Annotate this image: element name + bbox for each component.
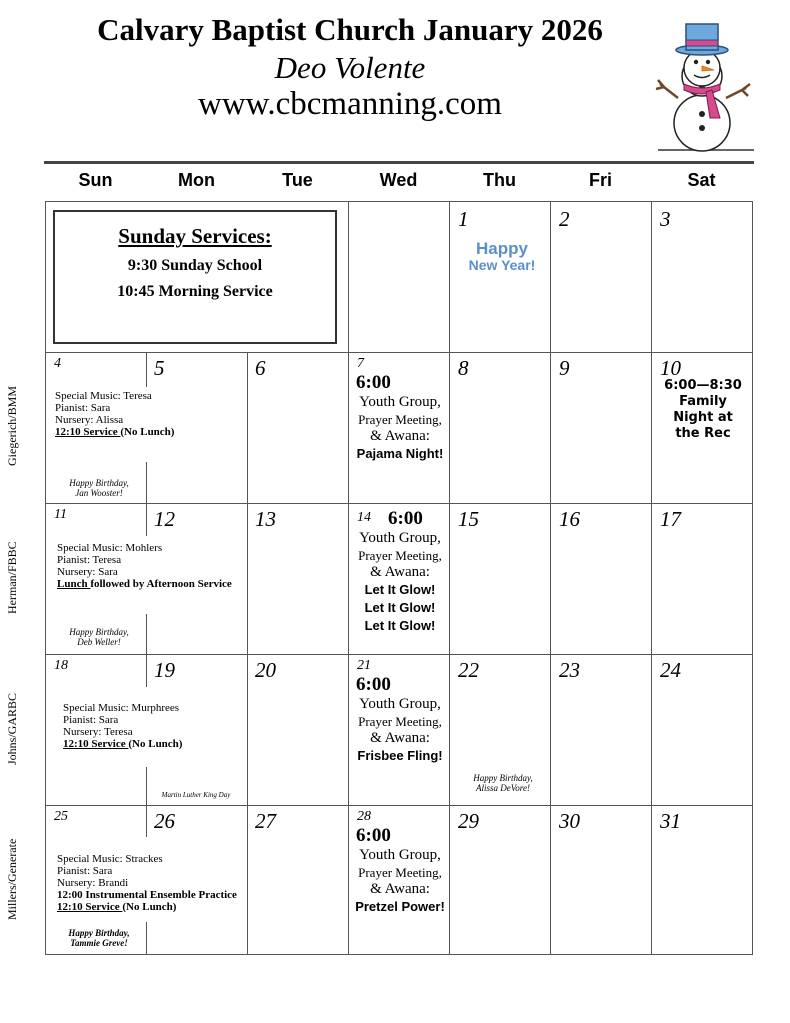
- awana: & Awana:: [370, 564, 430, 580]
- row-divider: [46, 503, 752, 504]
- wednesday-time: 6:00: [356, 674, 391, 695]
- day-number: 29: [458, 809, 479, 833]
- week-label: Giegerich/BMM: [5, 386, 19, 467]
- special-music: Special Music: Teresa: [55, 390, 152, 402]
- birthday-line: Happy Birthday,: [69, 627, 129, 637]
- wednesday-time: 6:00: [388, 508, 423, 529]
- row-divider: [46, 805, 752, 806]
- col-divider: [449, 202, 450, 954]
- day-number: 14: [357, 510, 371, 525]
- col-divider: [146, 614, 147, 654]
- weekday-mon: Mon: [178, 170, 215, 190]
- col-divider: [348, 202, 349, 954]
- header-divider: [44, 161, 754, 164]
- pianist: Pianist: Sara: [63, 714, 119, 726]
- day-number: 18: [54, 658, 68, 673]
- prayer-meeting: Prayer Meeting,: [358, 412, 442, 427]
- birthday-name: Jan Wooster!: [75, 488, 123, 498]
- birthday-line: Happy Birthday,: [69, 478, 129, 488]
- day-number: 23: [559, 658, 580, 682]
- morning-service-time: 10:45 Morning Service: [117, 283, 273, 300]
- birthday-note: [55, 627, 143, 647]
- day-number: 21: [357, 658, 371, 673]
- pianist: Pianist: Teresa: [57, 554, 122, 566]
- service-note-rest: followed by Afternoon Service: [90, 578, 232, 590]
- weekday-header: [45, 170, 753, 196]
- weekday-wed: Wed: [379, 170, 418, 190]
- sunday-assignments: [63, 702, 263, 750]
- day-number: 16: [559, 507, 580, 531]
- week-label: Millers/Generate: [5, 838, 19, 921]
- col-divider: [146, 503, 147, 536]
- happy-new-year-line2: New Year!: [468, 257, 536, 273]
- happy-new-year-graphic: [462, 240, 542, 273]
- awana: & Awana:: [370, 881, 430, 897]
- wednesday-events: [352, 674, 448, 765]
- birthday-line: Happy Birthday,: [68, 928, 130, 938]
- awana-theme: Pretzel Power!: [355, 899, 445, 914]
- wednesday-time: 6:00: [356, 825, 391, 846]
- special-music: Special Music: Mohlers: [57, 542, 163, 554]
- calendar-title: Calvary Baptist Church January 2026: [97, 12, 603, 47]
- awana-theme: Frisbee Fling!: [357, 748, 443, 763]
- col-divider: [146, 462, 147, 503]
- day-number: 30: [559, 809, 580, 833]
- day-number: 6: [255, 356, 266, 380]
- day-number: 15: [458, 507, 479, 531]
- birthday-note: [55, 478, 143, 498]
- col-divider: [651, 202, 652, 954]
- prayer-meeting: Prayer Meeting,: [358, 548, 442, 563]
- birthday-note: [455, 773, 551, 793]
- service-note: 12:10 Service: [63, 738, 129, 750]
- service-note-rest: (No Lunch): [122, 901, 177, 913]
- wednesday-events: [352, 372, 448, 463]
- day-number: 28: [357, 809, 371, 824]
- awana-theme: Let It Glow!: [364, 600, 436, 615]
- sunday-services-heading: Sunday Services:: [118, 224, 272, 248]
- col-divider: [146, 352, 147, 387]
- youth-group: Youth Group,: [359, 530, 441, 546]
- col-divider: [146, 654, 147, 687]
- day-number: 13: [255, 507, 276, 531]
- day-number: 5: [154, 356, 165, 380]
- col-divider: [146, 922, 147, 954]
- sunday-assignments: [55, 390, 295, 438]
- service-note-rest: (No Lunch): [128, 738, 183, 750]
- weekday-sat: Sat: [687, 170, 716, 190]
- day-number: 25: [54, 809, 68, 824]
- day-number: 24: [660, 658, 681, 682]
- row-divider: [46, 654, 752, 655]
- day-number: 20: [255, 658, 276, 682]
- awana: & Awana:: [370, 730, 430, 746]
- awana-theme: Let It Glow!: [364, 618, 436, 633]
- mlk-day-note: Martin Luther King Day: [161, 791, 231, 799]
- day-number: 31: [660, 809, 681, 833]
- practice-note: 12:00 Instrumental Ensemble Practice: [57, 889, 237, 901]
- birthday-name: Alissa DeVore!: [476, 783, 530, 793]
- prayer-meeting: Prayer Meeting,: [358, 714, 442, 729]
- col-divider: [550, 202, 551, 954]
- col-divider: [146, 805, 147, 837]
- day-number: 22: [458, 658, 479, 682]
- birthday-name: Tammie Greve!: [70, 938, 128, 948]
- wednesday-events: [352, 508, 448, 635]
- day-number: 26: [154, 809, 175, 833]
- happy-new-year-line1: Happy: [476, 239, 528, 258]
- nursery: Nursery: Brandi: [57, 877, 129, 889]
- family-night-line: Night at: [673, 410, 733, 425]
- youth-group: Youth Group,: [359, 394, 441, 410]
- day-number: 12: [154, 507, 175, 531]
- nursery: Nursery: Sara: [57, 566, 118, 578]
- pianist: Pianist: Sara: [57, 865, 113, 877]
- col-divider: [146, 767, 147, 805]
- day-number: 1: [458, 207, 469, 231]
- day-number: 10: [660, 356, 681, 380]
- service-note: Lunch: [57, 578, 91, 590]
- day-number: 4: [54, 356, 61, 371]
- wednesday-events: [352, 825, 448, 916]
- nursery: Nursery: Teresa: [63, 726, 133, 738]
- service-note-rest: (No Lunch): [120, 426, 175, 438]
- sunday-services-box: [53, 210, 337, 344]
- awana: & Awana:: [370, 428, 430, 444]
- family-night-event: [655, 378, 751, 442]
- awana-theme: Pajama Night!: [356, 446, 444, 461]
- weekday-tue: Tue: [282, 170, 313, 190]
- day-number: 3: [660, 207, 671, 231]
- nursery: Nursery: Alissa: [55, 414, 124, 426]
- weekday-fri: Fri: [588, 170, 612, 190]
- sunday-school-time: 9:30 Sunday School: [127, 257, 263, 274]
- church-motto: Deo Volente: [274, 50, 426, 85]
- week-label: Johns/GARBC: [5, 692, 19, 765]
- pianist: Pianist: Sara: [55, 402, 111, 414]
- youth-group: Youth Group,: [359, 847, 441, 863]
- snowman-icon: [650, 10, 760, 158]
- youth-group: Youth Group,: [359, 696, 441, 712]
- family-night-line: Family: [679, 394, 727, 409]
- sunday-assignments: [57, 542, 237, 590]
- day-number: 19: [154, 658, 175, 682]
- birthday-line: Happy Birthday,: [473, 773, 533, 783]
- weekday-thu: Thu: [483, 170, 516, 190]
- special-music: Special Music: Strackes: [57, 853, 163, 865]
- service-note: 12:10 Service: [55, 426, 121, 438]
- sunday-assignments: [57, 853, 297, 913]
- week-label: Herman/FBBC: [5, 541, 19, 614]
- family-night-time: 6:00—8:30: [664, 378, 742, 393]
- birthday-note: [55, 928, 143, 948]
- prayer-meeting: Prayer Meeting,: [358, 865, 442, 880]
- day-number: 8: [458, 356, 469, 380]
- birthday-name: Deb Weller!: [77, 637, 121, 647]
- day-number: 17: [660, 507, 681, 531]
- family-night-line: the Rec: [675, 426, 731, 441]
- wednesday-time: 6:00: [356, 372, 391, 393]
- row-divider: [46, 352, 752, 353]
- day-number: 27: [255, 809, 276, 833]
- special-music: Special Music: Murphrees: [63, 702, 180, 714]
- day-number: 9: [559, 356, 570, 380]
- awana-theme: Let It Glow!: [364, 582, 436, 597]
- day-number: 2: [559, 207, 570, 231]
- weekday-sun: Sun: [78, 170, 113, 190]
- service-note: 12:10 Service: [57, 901, 123, 913]
- day-number: 11: [54, 507, 67, 522]
- day-number: 7: [357, 356, 364, 371]
- church-website: www.cbcmanning.com: [198, 86, 502, 122]
